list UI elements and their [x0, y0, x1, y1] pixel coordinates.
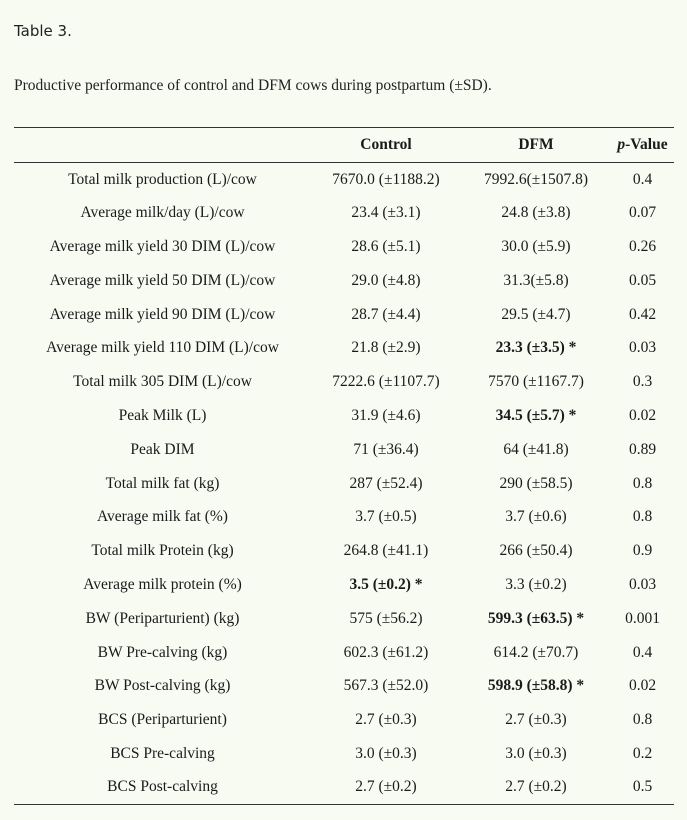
cell-control: [311, 264, 461, 298]
cell-control-value: 567.3 (±52.0): [343, 677, 429, 695]
cell-p-value-value: 0.3: [632, 373, 653, 391]
performance-table: [14, 127, 674, 805]
row-label: [14, 331, 311, 365]
cell-dfm: [461, 500, 611, 534]
table-row: [14, 568, 674, 602]
cell-dfm-value: 290 (±58.5): [499, 474, 573, 492]
cell-p-value: [611, 771, 674, 805]
cell-control: [311, 771, 461, 805]
cell-dfm-value: 7992.6(±1507.8): [483, 170, 589, 188]
row-label: [14, 298, 311, 332]
cell-dfm-value: 64 (±41.8): [503, 440, 569, 458]
cell-dfm-value: 31.3(±5.8): [503, 271, 569, 289]
header-dfm: DFM: [461, 128, 611, 163]
cell-control-value: 7670.0 (±1188.2): [332, 170, 440, 188]
cell-p-value-value: 0.02: [628, 406, 657, 424]
row-label-value: BW (Periparturient) (kg): [85, 609, 240, 627]
header-p-italic: p: [617, 136, 626, 153]
cell-p-value: [611, 534, 674, 568]
cell-p-value: [611, 331, 674, 365]
row-label-value: BW Pre-calving (kg): [97, 643, 228, 661]
cell-p-value-value: 0.42: [628, 305, 657, 323]
cell-control-value: 21.8 (±2.9): [351, 339, 421, 357]
cell-control-value: 2.7 (±0.3): [355, 711, 417, 729]
cell-control: [311, 298, 461, 332]
cell-p-value: [611, 264, 674, 298]
cell-p-value-value: 0.02: [628, 677, 657, 695]
cell-p-value-value: 0.07: [628, 204, 657, 222]
row-label: [14, 602, 311, 636]
cell-p-value: [611, 500, 674, 534]
table-body: [14, 163, 674, 805]
row-label-value: BW Post-calving (kg): [94, 677, 231, 695]
cell-dfm: [461, 636, 611, 670]
cell-control: [311, 467, 461, 501]
row-label-value: Total milk production (L)/cow: [68, 170, 257, 188]
row-label: [14, 264, 311, 298]
table-row: [14, 467, 674, 501]
cell-p-value: [611, 399, 674, 433]
cell-dfm-value: 34.5 (±5.7): [495, 406, 565, 424]
cell-dfm: [461, 467, 611, 501]
cell-control-value: 575 (±56.2): [349, 609, 423, 627]
cell-control: [311, 568, 461, 602]
cell-p-value: [611, 196, 674, 230]
cell-p-value: [611, 163, 674, 197]
row-label: [14, 399, 311, 433]
cell-p-value: [611, 467, 674, 501]
row-label-value: Total milk 305 DIM (L)/cow: [73, 373, 252, 391]
cell-p-value-value: 0.2: [632, 744, 653, 762]
cell-control: [311, 331, 461, 365]
row-label-value: Average milk yield 30 DIM (L)/cow: [49, 237, 276, 255]
cell-p-value-value: 0.8: [632, 508, 653, 526]
cell-dfm-value: 23.3 (±3.5): [495, 339, 565, 357]
row-label: [14, 230, 311, 264]
cell-p-value-value: 0.05: [628, 271, 657, 289]
cell-control: [311, 230, 461, 264]
cell-dfm: [461, 703, 611, 737]
cell-dfm: [461, 771, 611, 805]
significance-marker: *: [564, 339, 577, 357]
row-label-value: BCS Pre-calving: [110, 744, 215, 762]
cell-control-value: 3.5 (±0.2): [349, 575, 411, 593]
cell-p-value-value: 0.89: [628, 440, 657, 458]
cell-control: [311, 534, 461, 568]
cell-control: [311, 196, 461, 230]
cell-dfm-value: 7570 (±1167.7): [488, 373, 584, 391]
table-row: [14, 163, 674, 197]
row-label: [14, 534, 311, 568]
cell-dfm: [461, 264, 611, 298]
cell-control: [311, 737, 461, 771]
cell-dfm-value: 266 (±50.4): [499, 542, 573, 560]
cell-control-value: 602.3 (±61.2): [343, 643, 429, 661]
cell-p-value: [611, 602, 674, 636]
cell-control-value: 264.8 (±41.1): [343, 542, 429, 560]
cell-dfm: [461, 163, 611, 197]
cell-dfm-value: 614.2 (±70.7): [493, 643, 579, 661]
row-label: [14, 771, 311, 805]
cell-dfm-value: 2.7 (±0.2): [505, 778, 567, 796]
cell-control-value: 28.7 (±4.4): [351, 305, 421, 323]
cell-dfm: [461, 433, 611, 467]
cell-control: [311, 365, 461, 399]
cell-p-value: [611, 703, 674, 737]
cell-dfm: [461, 669, 611, 703]
cell-dfm: [461, 737, 611, 771]
table-row: [14, 433, 674, 467]
cell-p-value-value: 0.4: [632, 643, 653, 661]
cell-p-value-value: 0.9: [632, 542, 653, 560]
cell-p-value-value: 0.03: [628, 339, 657, 357]
cell-dfm-value: 598.9 (±58.8): [487, 677, 573, 695]
cell-control-value: 23.4 (±3.1): [351, 204, 421, 222]
cell-p-value-value: 0.001: [625, 609, 660, 627]
significance-marker: *: [564, 406, 577, 424]
row-label-value: Average milk yield 90 DIM (L)/cow: [49, 305, 276, 323]
cell-control-value: 7222.6 (±1107.7): [332, 373, 440, 391]
header-p-value: [611, 128, 674, 163]
row-label-value: Total milk fat (kg): [105, 474, 220, 492]
cell-control-value: 287 (±52.4): [349, 474, 423, 492]
cell-control-value: 2.7 (±0.2): [355, 778, 417, 796]
row-label-value: Average milk protein (%): [83, 575, 242, 593]
cell-p-value: [611, 433, 674, 467]
significance-marker: *: [410, 575, 423, 593]
row-label: [14, 669, 311, 703]
cell-control: [311, 703, 461, 737]
cell-p-value: [611, 636, 674, 670]
cell-dfm-value: 30.0 (±5.9): [501, 237, 571, 255]
cell-p-value-value: 0.8: [632, 711, 653, 729]
cell-control: [311, 433, 461, 467]
table-row: [14, 500, 674, 534]
cell-dfm: [461, 196, 611, 230]
row-label-value: BCS (Periparturient): [98, 711, 227, 729]
table-row: [14, 298, 674, 332]
row-label-value: Total milk Protein (kg): [91, 542, 234, 560]
cell-control: [311, 399, 461, 433]
cell-dfm-value: 24.8 (±3.8): [501, 204, 571, 222]
cell-control-value: 3.0 (±0.3): [355, 744, 417, 762]
row-label: [14, 467, 311, 501]
significance-marker: *: [572, 677, 585, 695]
cell-p-value: [611, 230, 674, 264]
table-row: [14, 196, 674, 230]
row-label-value: Peak Milk (L): [118, 406, 207, 424]
row-label: [14, 636, 311, 670]
cell-dfm-value: 3.0 (±0.3): [505, 744, 567, 762]
cell-control-value: 28.6 (±5.1): [351, 237, 421, 255]
table-row: [14, 331, 674, 365]
cell-p-value-value: 0.8: [632, 474, 653, 492]
cell-p-value: [611, 568, 674, 602]
table-row: [14, 602, 674, 636]
cell-p-value: [611, 737, 674, 771]
row-label-value: BCS Post-calving: [107, 778, 218, 796]
row-label: [14, 703, 311, 737]
cell-control-value: 31.9 (±4.6): [351, 406, 421, 424]
table-row: [14, 771, 674, 805]
cell-control: [311, 669, 461, 703]
row-label: [14, 163, 311, 197]
table-row: [14, 636, 674, 670]
cell-p-value: [611, 298, 674, 332]
table-caption: Productive performance of control and DFM cows during postpartum (±SD).: [14, 77, 492, 94]
cell-dfm: [461, 365, 611, 399]
cell-control-value: 29.0 (±4.8): [351, 271, 421, 289]
table-row: [14, 703, 674, 737]
row-label-value: Average milk/day (L)/cow: [80, 204, 245, 222]
cell-dfm-value: 3.3 (±0.2): [505, 575, 567, 593]
cell-control: [311, 500, 461, 534]
cell-control-value: 71 (±36.4): [353, 440, 419, 458]
cell-dfm: [461, 399, 611, 433]
cell-p-value-value: 0.26: [628, 237, 657, 255]
cell-p-value-value: 0.03: [628, 575, 657, 593]
cell-p-value: [611, 365, 674, 399]
row-label-value: Average milk fat (%): [97, 508, 228, 526]
row-label-value: Average milk yield 110 DIM (L)/cow: [46, 339, 279, 357]
table-label: Table 3.: [14, 22, 72, 40]
row-label: [14, 568, 311, 602]
row-label: [14, 737, 311, 771]
cell-dfm: [461, 534, 611, 568]
cell-p-value: [611, 669, 674, 703]
cell-p-value-value: 0.4: [632, 170, 653, 188]
cell-dfm: [461, 331, 611, 365]
cell-dfm-value: 29.5 (±4.7): [501, 305, 571, 323]
cell-dfm: [461, 298, 611, 332]
cell-control: [311, 163, 461, 197]
cell-dfm: [461, 230, 611, 264]
row-label: [14, 196, 311, 230]
cell-p-value-value: 0.5: [632, 778, 653, 796]
table-row: [14, 365, 674, 399]
header-p-suffix: -Value: [625, 136, 668, 153]
table-header-row: [14, 128, 674, 163]
cell-control: [311, 636, 461, 670]
header-control: Control: [311, 128, 461, 163]
cell-control-value: 3.7 (±0.5): [355, 508, 417, 526]
row-label: [14, 500, 311, 534]
table-row: [14, 399, 674, 433]
row-label: [14, 433, 311, 467]
cell-dfm-value: 3.7 (±0.6): [505, 508, 567, 526]
row-label-value: Peak DIM: [130, 440, 195, 458]
significance-marker: *: [572, 609, 585, 627]
table-row: [14, 669, 674, 703]
row-label-value: Average milk yield 50 DIM (L)/cow: [49, 271, 276, 289]
cell-dfm-value: 599.3 (±63.5): [487, 609, 573, 627]
table-row: [14, 264, 674, 298]
header-empty: [14, 128, 311, 163]
table-row: [14, 534, 674, 568]
row-label: [14, 365, 311, 399]
table-row: [14, 737, 674, 771]
table-row: [14, 230, 674, 264]
cell-dfm: [461, 568, 611, 602]
cell-dfm: [461, 602, 611, 636]
cell-dfm-value: 2.7 (±0.3): [505, 711, 567, 729]
cell-control: [311, 602, 461, 636]
